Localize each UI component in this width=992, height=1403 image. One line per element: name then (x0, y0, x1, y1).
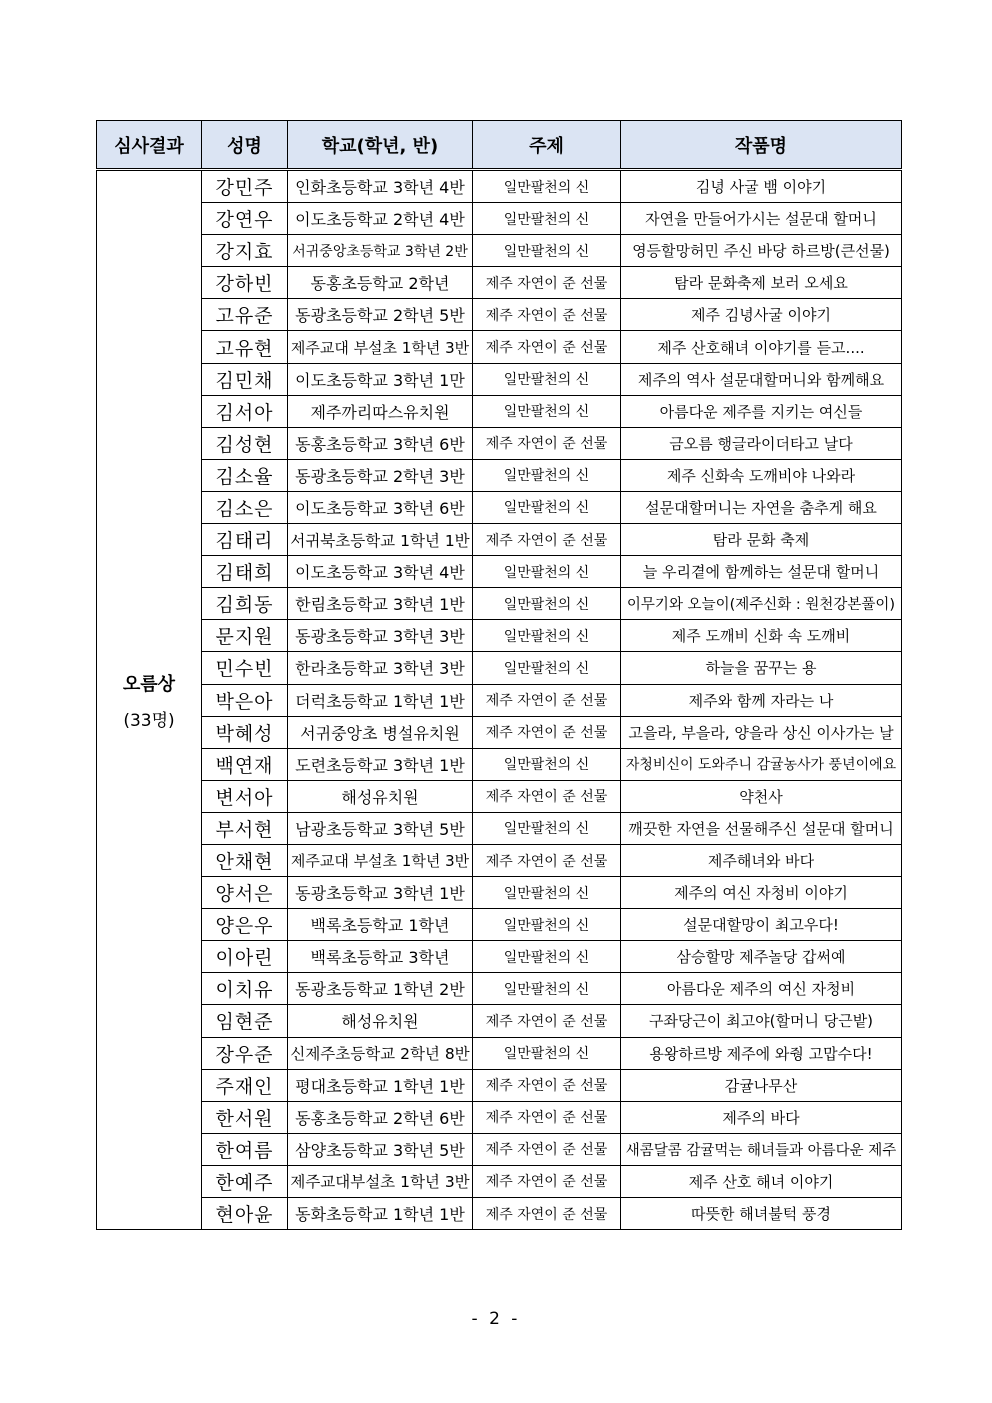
theme-cell: 일만팔천의 신 (473, 459, 621, 491)
table-row (97, 1037, 902, 1069)
artwork-title-cell: 깨끗한 자연을 선물해주신 설문대 할머니 (621, 812, 902, 844)
school-cell: 서귀중앙초등학교 3학년 2반 (288, 235, 473, 267)
table-row (97, 203, 902, 235)
student-name-cell: 김희동 (202, 588, 288, 620)
table-row (97, 524, 902, 556)
theme-cell: 일만팔천의 신 (473, 748, 621, 780)
award-cell (97, 170, 202, 1230)
school-cell: 삼양초등학교 3학년 5반 (288, 1133, 473, 1165)
theme-cell: 제주 자연이 준 선물 (473, 1069, 621, 1101)
theme-cell: 일만팔천의 신 (473, 652, 621, 684)
table-row (97, 1101, 902, 1133)
artwork-title-cell: 제주의 여신 자청비 이야기 (621, 877, 902, 909)
student-name-cell: 강지효 (202, 235, 288, 267)
student-name-cell: 이아린 (202, 941, 288, 973)
table-row (97, 427, 902, 459)
artwork-title-cell: 삼승할망 제주놀당 갑써예 (621, 941, 902, 973)
school-cell: 제주교대부설초 1학년 3반 (288, 1165, 473, 1197)
artwork-title-cell: 제주의 바다 (621, 1101, 902, 1133)
table-row (97, 716, 902, 748)
theme-cell: 제주 자연이 준 선물 (473, 716, 621, 748)
table-row (97, 909, 902, 941)
artwork-title-cell: 자연을 만들어가시는 설문대 할머니 (621, 203, 902, 235)
student-name-cell: 박은아 (202, 684, 288, 716)
table-row (97, 780, 902, 812)
table-row (97, 973, 902, 1005)
table-row (97, 1069, 902, 1101)
student-name-cell: 김성현 (202, 427, 288, 459)
school-cell: 동화초등학교 1학년 1반 (288, 1198, 473, 1230)
student-name-cell: 김민채 (202, 363, 288, 395)
artwork-title-cell: 제주 산호 해녀 이야기 (621, 1165, 902, 1197)
artwork-title-cell: 하늘을 꿈꾸는 용 (621, 652, 902, 684)
school-cell: 한림초등학교 3학년 1반 (288, 588, 473, 620)
artwork-title-cell: 새콤달콤 감귤먹는 해녀들과 아름다운 제주 (621, 1133, 902, 1165)
artwork-title-cell: 탐라 문화축제 보러 오세요 (621, 267, 902, 299)
student-name-cell: 현아윤 (202, 1198, 288, 1230)
table-body (97, 170, 902, 1230)
school-cell: 동광초등학교 3학년 1반 (288, 877, 473, 909)
table-row (97, 491, 902, 523)
table-row (97, 459, 902, 491)
school-cell: 평대초등학교 1학년 1반 (288, 1069, 473, 1101)
theme-cell: 제주 자연이 준 선물 (473, 524, 621, 556)
table-row (97, 812, 902, 844)
student-name-cell: 한서원 (202, 1101, 288, 1133)
student-name-cell: 고유현 (202, 331, 288, 363)
artwork-title-cell: 설문대할머니는 자연을 춤추게 해요 (621, 491, 902, 523)
artwork-title-cell: 금오름 행글라이더타고 날다 (621, 427, 902, 459)
theme-cell: 일만팔천의 신 (473, 588, 621, 620)
theme-cell: 제주 자연이 준 선물 (473, 684, 621, 716)
student-name-cell: 한여름 (202, 1133, 288, 1165)
theme-cell: 일만팔천의 신 (473, 203, 621, 235)
theme-cell: 제주 자연이 준 선물 (473, 267, 621, 299)
theme-cell: 제주 자연이 준 선물 (473, 1133, 621, 1165)
school-cell: 제주교대 부설초 1학년 3반 (288, 331, 473, 363)
student-name-cell: 안채현 (202, 844, 288, 876)
artwork-title-cell: 늘 우리곁에 함께하는 설문대 할머니 (621, 556, 902, 588)
student-name-cell: 백연재 (202, 748, 288, 780)
school-cell: 동홍초등학교 3학년 6반 (288, 427, 473, 459)
school-cell: 해성유치원 (288, 1005, 473, 1037)
student-name-cell: 부서현 (202, 812, 288, 844)
theme-cell: 일만팔천의 신 (473, 170, 621, 203)
table-row (97, 1165, 902, 1197)
school-cell: 제주까리따스유치원 (288, 395, 473, 427)
theme-cell: 제주 자연이 준 선물 (473, 1005, 621, 1037)
table-row (97, 684, 902, 716)
student-name-cell: 주재인 (202, 1069, 288, 1101)
theme-cell: 제주 자연이 준 선물 (473, 427, 621, 459)
theme-cell: 일만팔천의 신 (473, 363, 621, 395)
student-name-cell: 김서아 (202, 395, 288, 427)
artwork-title-cell: 제주 도깨비 신화 속 도깨비 (621, 620, 902, 652)
table-row (97, 877, 902, 909)
table-row (97, 299, 902, 331)
theme-cell: 일만팔천의 신 (473, 395, 621, 427)
theme-cell: 일만팔천의 신 (473, 491, 621, 523)
table-row (97, 556, 902, 588)
student-name-cell: 강하빈 (202, 267, 288, 299)
artwork-title-cell: 제주 김녕사굴 이야기 (621, 299, 902, 331)
school-cell: 동광초등학교 1학년 2반 (288, 973, 473, 1005)
theme-cell: 제주 자연이 준 선물 (473, 1165, 621, 1197)
artwork-title-cell: 용왕하르방 제주에 와줭 고맙수다! (621, 1037, 902, 1069)
table-row (97, 1198, 902, 1230)
artwork-title-cell: 탐라 문화 축제 (621, 524, 902, 556)
theme-cell: 일만팔천의 신 (473, 1037, 621, 1069)
school-cell: 동홍초등학교 2학년 (288, 267, 473, 299)
artwork-title-cell: 감귤나무산 (621, 1069, 902, 1101)
school-cell: 도련초등학교 3학년 1반 (288, 748, 473, 780)
artwork-title-cell: 따뜻한 해녀불턱 풍경 (621, 1198, 902, 1230)
table-row (97, 235, 902, 267)
theme-cell: 제주 자연이 준 선물 (473, 1198, 621, 1230)
header-theme: 주제 (473, 121, 621, 170)
student-name-cell: 김소은 (202, 491, 288, 523)
school-cell: 이도초등학교 3학년 1만 (288, 363, 473, 395)
student-name-cell: 이치유 (202, 973, 288, 1005)
school-cell: 이도초등학교 3학년 4반 (288, 556, 473, 588)
results-table (96, 120, 902, 1230)
student-name-cell: 양서은 (202, 877, 288, 909)
table-row (97, 941, 902, 973)
student-name-cell: 김소율 (202, 459, 288, 491)
theme-cell: 제주 자연이 준 선물 (473, 299, 621, 331)
theme-cell: 일만팔천의 신 (473, 620, 621, 652)
theme-cell: 제주 자연이 준 선물 (473, 844, 621, 876)
table-row (97, 1133, 902, 1165)
student-name-cell: 문지원 (202, 620, 288, 652)
student-name-cell: 민수빈 (202, 652, 288, 684)
page-number: - 2 - (471, 1309, 521, 1329)
school-cell: 동광초등학교 3학년 3반 (288, 620, 473, 652)
theme-cell: 일만팔천의 신 (473, 235, 621, 267)
table-row (97, 588, 902, 620)
theme-cell: 제주 자연이 준 선물 (473, 780, 621, 812)
header-result: 심사결과 (97, 121, 202, 170)
student-name-cell: 한예주 (202, 1165, 288, 1197)
student-name-cell: 강연우 (202, 203, 288, 235)
student-name-cell: 임현준 (202, 1005, 288, 1037)
school-cell: 이도초등학교 2학년 4반 (288, 203, 473, 235)
artwork-title-cell: 약천사 (621, 780, 902, 812)
header-school: 학교(학년, 반) (288, 121, 473, 170)
award-count: (33명) (123, 710, 175, 731)
header-name: 성명 (202, 121, 288, 170)
theme-cell: 제주 자연이 준 선물 (473, 1101, 621, 1133)
artwork-title-cell: 고을라, 부을라, 양을라 상신 이사가는 날 (621, 716, 902, 748)
theme-cell: 일만팔천의 신 (473, 973, 621, 1005)
table-row (97, 395, 902, 427)
school-cell: 인화초등학교 3학년 4반 (288, 170, 473, 203)
artwork-title-cell: 이무기와 오늘이(제주신화 : 원천강본풀이) (621, 588, 902, 620)
student-name-cell: 김태리 (202, 524, 288, 556)
school-cell: 제주교대 부설초 1학년 3반 (288, 844, 473, 876)
table-row (97, 363, 902, 395)
school-cell: 해성유치원 (288, 780, 473, 812)
student-name-cell: 강민주 (202, 170, 288, 203)
theme-cell: 일만팔천의 신 (473, 877, 621, 909)
table-row (97, 748, 902, 780)
artwork-title-cell: 아름다운 제주의 여신 자청비 (621, 973, 902, 1005)
student-name-cell: 변서아 (202, 780, 288, 812)
student-name-cell: 고유준 (202, 299, 288, 331)
student-name-cell: 박혜성 (202, 716, 288, 748)
artwork-title-cell: 제주의 역사 설문대할머니와 함께해요 (621, 363, 902, 395)
artwork-title-cell: 구좌당근이 최고야(할머니 당근밭) (621, 1005, 902, 1037)
theme-cell: 제주 자연이 준 선물 (473, 331, 621, 363)
theme-cell: 일만팔천의 신 (473, 941, 621, 973)
artwork-title-cell: 제주와 함께 자라는 나 (621, 684, 902, 716)
award-name: 오름상 (122, 673, 176, 695)
table-row (97, 267, 902, 299)
table-row (97, 652, 902, 684)
artwork-title-cell: 제주 산호해녀 이야기를 듣고.... (621, 331, 902, 363)
school-cell: 한라초등학교 3학년 3반 (288, 652, 473, 684)
header-row (97, 121, 902, 170)
school-cell: 서귀중앙초 병설유치원 (288, 716, 473, 748)
school-cell: 신제주초등학교 2학년 8반 (288, 1037, 473, 1069)
school-cell: 이도초등학교 3학년 6반 (288, 491, 473, 523)
theme-cell: 일만팔천의 신 (473, 556, 621, 588)
school-cell: 더럭초등학교 1학년 1반 (288, 684, 473, 716)
artwork-title-cell: 제주해녀와 바다 (621, 844, 902, 876)
artwork-title-cell: 김녕 사굴 뱀 이야기 (621, 170, 902, 203)
school-cell: 서귀북초등학교 1학년 1반 (288, 524, 473, 556)
student-name-cell: 김태희 (202, 556, 288, 588)
school-cell: 백록초등학교 1학년 (288, 909, 473, 941)
artwork-title-cell: 제주 신화속 도깨비야 나와라 (621, 459, 902, 491)
school-cell: 백록초등학교 3학년 (288, 941, 473, 973)
theme-cell: 일만팔천의 신 (473, 812, 621, 844)
theme-cell: 일만팔천의 신 (473, 909, 621, 941)
student-name-cell: 양은우 (202, 909, 288, 941)
table-row (97, 170, 902, 203)
school-cell: 동홍초등학교 2학년 6반 (288, 1101, 473, 1133)
artwork-title-cell: 영등할망허민 주신 바당 하르방(큰선물) (621, 235, 902, 267)
artwork-title-cell: 설문대할망이 최고우다! (621, 909, 902, 941)
school-cell: 동광초등학교 2학년 5반 (288, 299, 473, 331)
table-row (97, 331, 902, 363)
table-row (97, 844, 902, 876)
student-name-cell: 장우준 (202, 1037, 288, 1069)
artwork-title-cell: 아름다운 제주를 지키는 여신들 (621, 395, 902, 427)
table-row (97, 1005, 902, 1037)
artwork-title-cell: 자청비신이 도와주니 감귤농사가 풍년이에요 (621, 748, 902, 780)
school-cell: 동광초등학교 2학년 3반 (288, 459, 473, 491)
header-title: 작품명 (621, 121, 902, 170)
table-row (97, 620, 902, 652)
school-cell: 남광초등학교 3학년 5반 (288, 812, 473, 844)
